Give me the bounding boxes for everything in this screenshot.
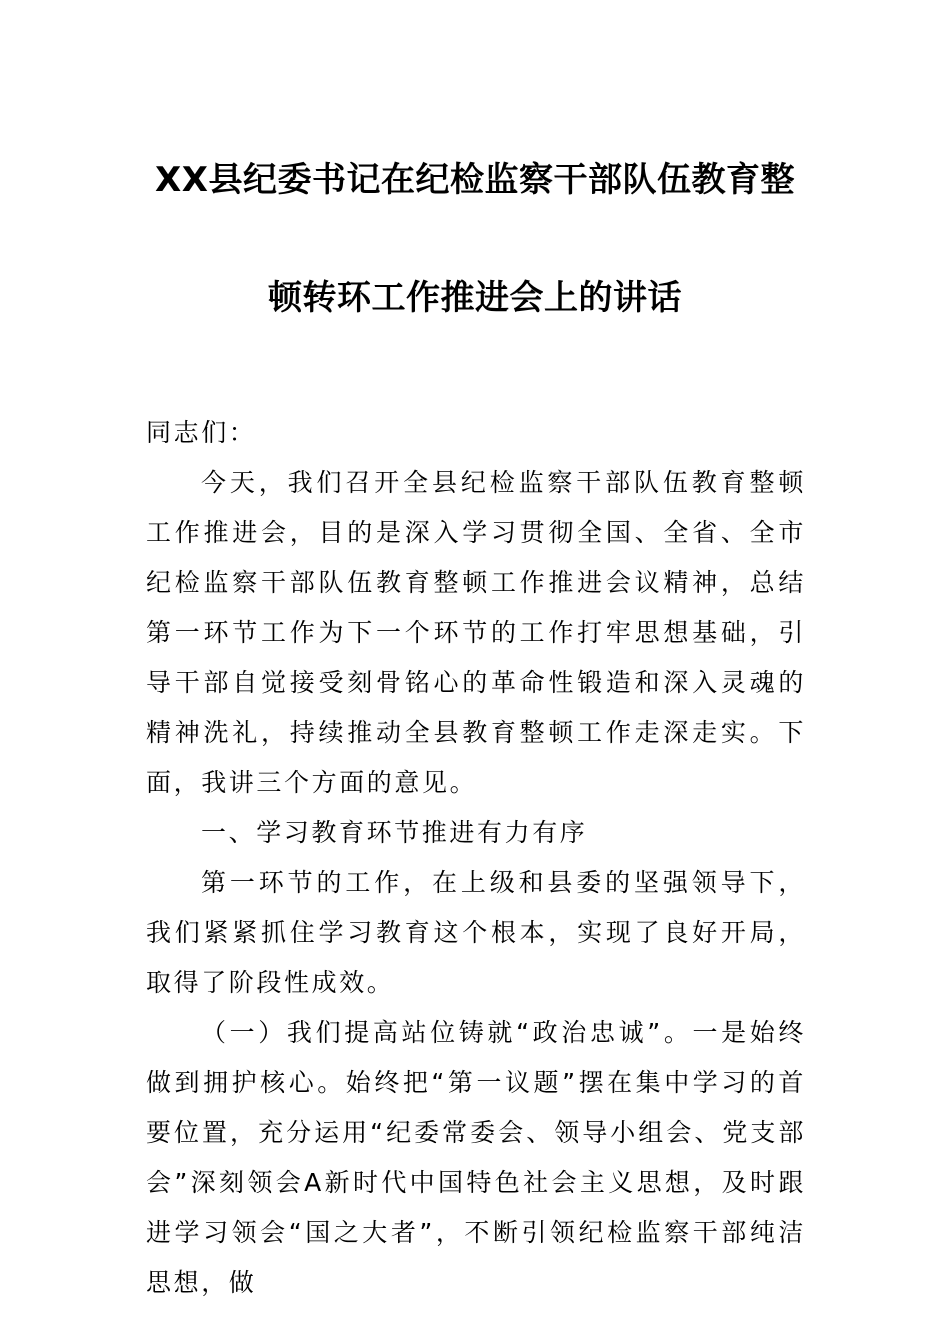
document-body bbox=[146, 408, 806, 1308]
section-heading-1: 一、学习教育环节推进有力有序 bbox=[201, 818, 588, 847]
salutation: 同志们： bbox=[146, 418, 257, 447]
paragraph-opening: 今天，我们召开全县纪检监察干部队伍教育整顿工作推进会，目的是深入学习贯彻全国、全省、全市纪检监察干部队伍教育整顿工作推进会议精神，总结第一环节工作为下一个环节的工作打牢思想基础，引导干部自觉接受刻骨铭心的革命性锻造和深入灵魂的精神洗礼，持续推动全县教育整顿工作走深走实。下面，我讲三个方面的意见。 bbox=[146, 468, 806, 797]
paragraph-section-1-intro: 第一环节的工作，在上级和县委的坚强领导下，我们紧紧抓住学习教育这个根本，实现了良好开局，取得了阶段性成效。 bbox=[146, 868, 806, 997]
document-title-line-2: 顿转环工作推进会上的讲话 bbox=[268, 278, 682, 318]
paragraph-subsection-1: （一）我们提高站位铸就“政治忠诚”。一是始终做到拥护核心。始终把“第一议题”摆在集中学习的首要位置，充分运用“纪委常委会、领导小组会、党支部会”深刻领会A新时代中国特色社会主义思想，及时跟进学习领会“国之大者”，不断引领纪检监察干部纯洁思想，做 bbox=[146, 1018, 806, 1297]
document-title-line-1: XX县纪委书记在纪检监察干部队伍教育整 bbox=[155, 160, 795, 200]
